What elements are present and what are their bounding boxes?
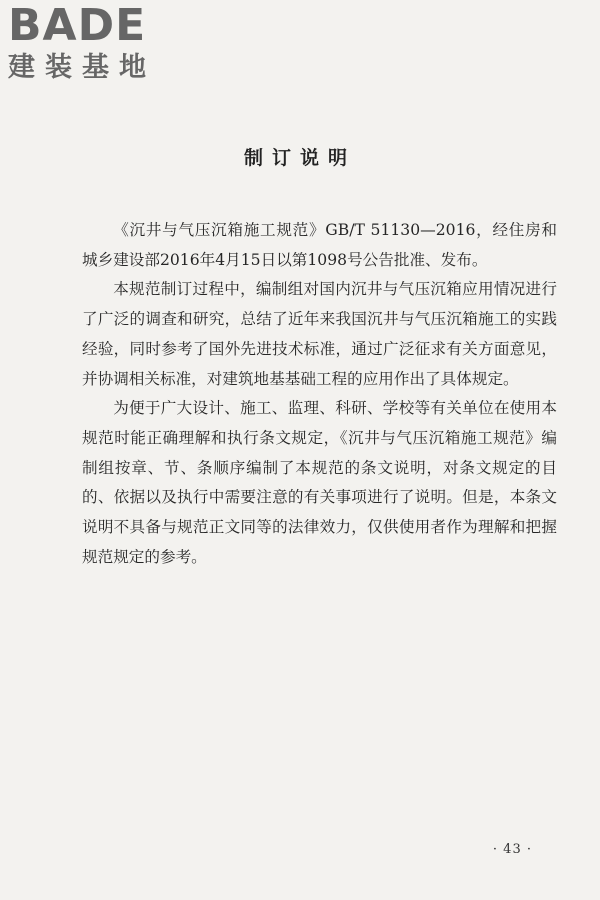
paragraph-3: 为便于广大设计、施工、监理、科研、学校等有关单位在使用本规范时能正确理解和执行条文规定，《沉井与气压沉箱施工规范》编制组按章、节、条顺序编制了本规范的条文说明，对条文规定的目的、依据以及执行中需要注意的有关事项进行了说明。但是，本条文说明不具备与规范正文同等的法律效力，仅供使用者作为理解和把握规范规定的参考。 [82, 399, 557, 566]
logo-brand-text: BADE [8, 0, 147, 51]
page-number: · 43 · [492, 842, 532, 857]
document-body [82, 216, 557, 572]
bade-logo [8, 0, 178, 86]
page-title: 制订说明 [243, 147, 356, 169]
paragraph-1: 《沉井与气压沉箱施工规范》GB/T 51130—2016，经住房和城乡建设部2016年4月15日以第1098号公告批准、发布。 [82, 221, 557, 269]
logo-brand-cn-text: 建装基地 [8, 52, 156, 83]
paragraph-2: 本规范制订过程中，编制组对国内沉井与气压沉箱应用情况进行了广泛的调查和研究，总结了近年来我国沉井与气压沉箱施工的实践经验，同时参考了国外先进技术标准，通过广泛征求有关方面意见，并协调相关标准，对建筑地基基础工程的应用作出了具体规定。 [82, 280, 557, 388]
